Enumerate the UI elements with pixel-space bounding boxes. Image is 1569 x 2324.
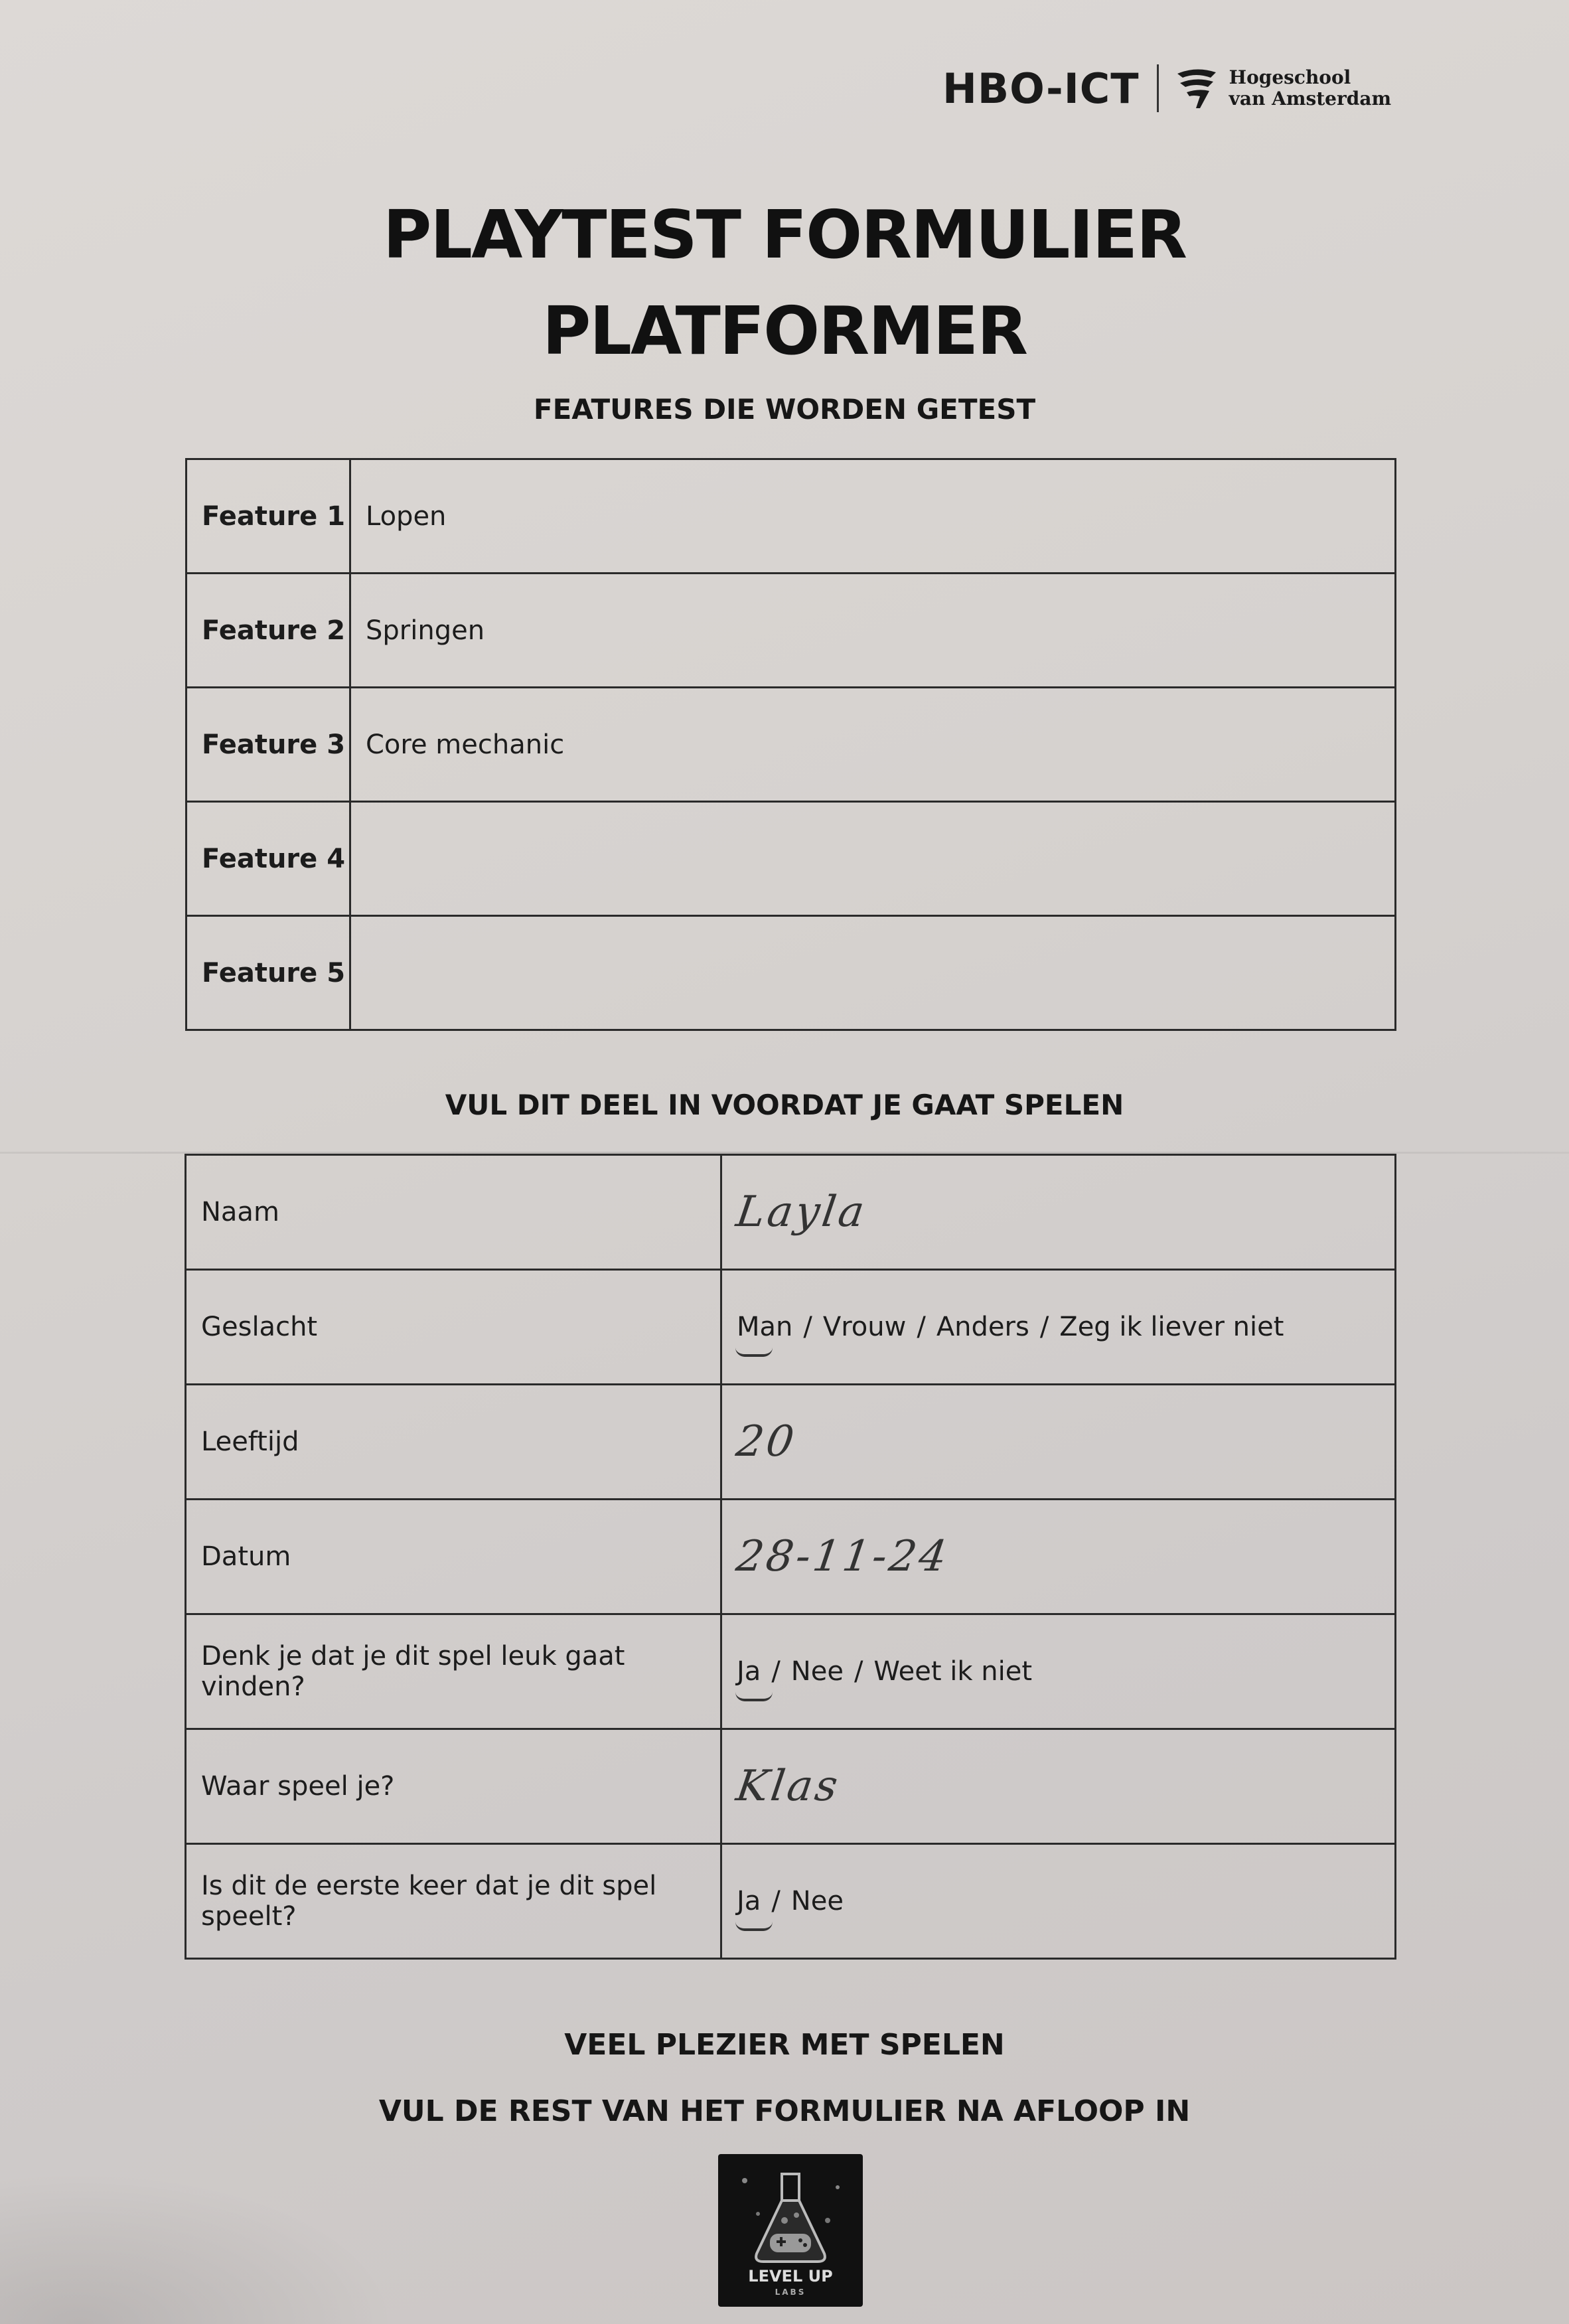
logo-text-line2: LABS xyxy=(775,2287,806,2297)
handwritten-answer: Klas xyxy=(733,1762,844,1811)
question-label: Denk je dat je dit spel leuk gaat vinden? xyxy=(186,1614,721,1729)
answer-cell[interactable] xyxy=(721,1385,1396,1500)
level-up-labs-logo xyxy=(718,2154,863,2307)
pre-play-table xyxy=(185,1154,1396,1960)
option-ja[interactable]: Ja xyxy=(737,1886,761,1916)
feature-label: Feature 4 xyxy=(187,802,350,916)
pre-play-heading: VUL DIT DEEL IN VOORDAT JE GAAT SPELEN xyxy=(445,1089,1124,1121)
form-title-line2: PLATFORMER xyxy=(542,292,1027,370)
option-man[interactable]: Man xyxy=(737,1312,793,1342)
option-separator: / xyxy=(771,1656,781,1687)
feature-value[interactable] xyxy=(350,916,1396,1030)
flask-controller-icon xyxy=(718,2154,863,2307)
question-label: Datum xyxy=(186,1500,721,1614)
feature-value[interactable]: Springen xyxy=(350,574,1396,688)
program-name: HBO-ICT xyxy=(942,64,1140,113)
handwritten-answer: Layla xyxy=(733,1188,870,1237)
option-nee[interactable]: Nee xyxy=(790,1656,844,1687)
feature-value[interactable]: Lopen xyxy=(350,459,1396,574)
school-name-line1: Hogeschool xyxy=(1229,66,1351,88)
paper-shadow xyxy=(0,2171,398,2324)
option-separator: / xyxy=(803,1312,812,1342)
footer-line2: VUL DE REST VAN HET FORMULIER NA AFLOOP IN xyxy=(378,2094,1191,2128)
table-row xyxy=(186,1270,1396,1385)
question-label: Is dit de eerste keer dat je dit spel speelt? xyxy=(186,1844,721,1959)
feature-value[interactable] xyxy=(350,802,1396,916)
school-name xyxy=(1229,67,1391,110)
answer-cell xyxy=(721,1614,1396,1729)
option-ja[interactable]: Ja xyxy=(737,1656,761,1687)
answer-cell xyxy=(721,1270,1396,1385)
feature-label: Feature 5 xyxy=(187,916,350,1030)
school-name-line2: van Amsterdam xyxy=(1229,88,1392,110)
logo-text-line1: LEVEL UP xyxy=(748,2267,833,2285)
answer-cell[interactable] xyxy=(721,1155,1396,1270)
answer-cell xyxy=(721,1844,1396,1959)
table-row xyxy=(186,1385,1396,1500)
table-row xyxy=(186,1614,1396,1729)
table-row xyxy=(186,1500,1396,1614)
question-label: Geslacht xyxy=(186,1270,721,1385)
features-table xyxy=(185,458,1396,1031)
feature-value[interactable]: Core mechanic xyxy=(350,688,1396,802)
option-zeg-ik-liever-niet[interactable]: Zeg ik liever niet xyxy=(1059,1312,1284,1342)
question-label: Naam xyxy=(186,1155,721,1270)
table-row xyxy=(186,1729,1396,1844)
handwritten-answer: 28-11-24 xyxy=(733,1532,952,1581)
hva-flame-icon xyxy=(1173,64,1220,112)
answer-cell[interactable] xyxy=(721,1729,1396,1844)
table-row xyxy=(187,802,1396,916)
option-separator: / xyxy=(771,1886,781,1916)
option-separator: / xyxy=(1039,1312,1049,1342)
table-row xyxy=(187,459,1396,574)
answer-cell[interactable] xyxy=(721,1500,1396,1614)
feature-label: Feature 1 xyxy=(187,459,350,574)
option-vrouw[interactable]: Vrouw xyxy=(822,1312,907,1342)
question-label: Leeftijd xyxy=(186,1385,721,1500)
option-separator: / xyxy=(917,1312,926,1342)
table-row xyxy=(186,1844,1396,1959)
feature-label: Feature 3 xyxy=(187,688,350,802)
features-heading: FEATURES DIE WORDEN GETEST xyxy=(533,393,1036,426)
table-row xyxy=(187,688,1396,802)
form-title-line1: PLAYTEST FORMULIER xyxy=(382,196,1187,273)
table-row xyxy=(187,574,1396,688)
question-label: Waar speel je? xyxy=(186,1729,721,1844)
footer-line1: VEEL PLEZIER MET SPELEN xyxy=(564,2028,1005,2062)
feature-label: Feature 2 xyxy=(187,574,350,688)
table-row xyxy=(187,916,1396,1030)
header-logo xyxy=(942,58,1391,118)
handwritten-answer: 20 xyxy=(733,1417,800,1466)
option-nee[interactable]: Nee xyxy=(790,1886,844,1916)
logo-divider xyxy=(1157,64,1159,112)
option-separator: / xyxy=(854,1656,863,1687)
option-anders[interactable]: Anders xyxy=(936,1312,1029,1342)
table-row xyxy=(186,1155,1396,1270)
option-weet-ik-niet[interactable]: Weet ik niet xyxy=(873,1656,1032,1687)
